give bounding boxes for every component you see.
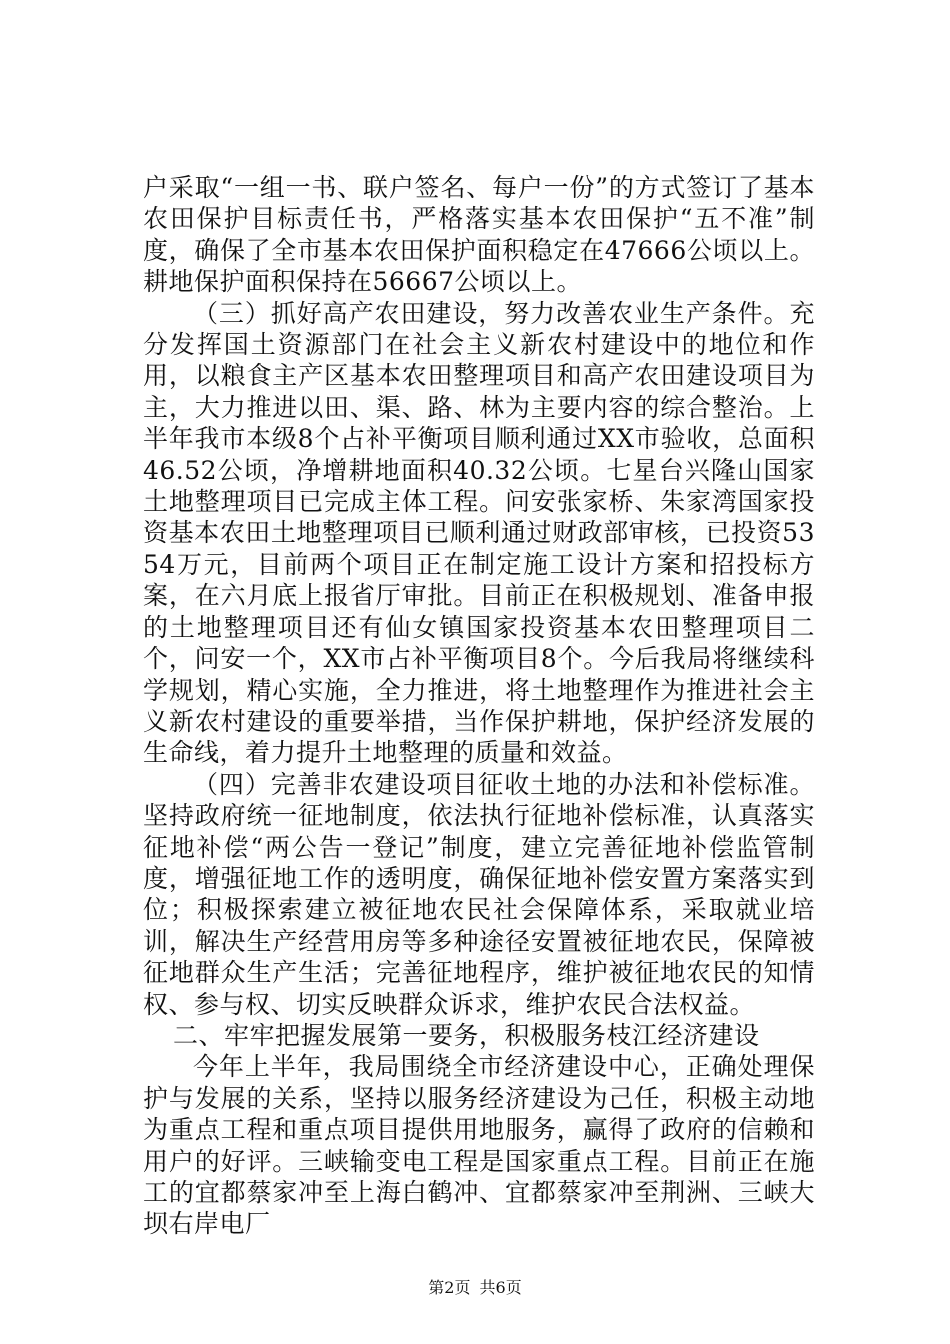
section-heading-2: 二、牢牢把握发展第一要务，积极服务枝江经济建设	[173, 1020, 760, 1050]
paragraph-economic-service: 今年上半年，我局围绕全市经济建设中心，正确处理保护与发展的关系，坚持以服务经济建设为己任，积极主动地为重点工程和重点项目提供用地服务，赢得了政府的信赖和用户的好评。三峡输变电工程是国家重点工程。目前正在施工的宜都蔡家冲至上海白鹤冲、宜都蔡家冲至荆洲、三峡大坝右岸电厂	[143, 1052, 815, 1239]
page-footer	[0, 1275, 950, 1298]
page-total: 共6页	[479, 1278, 522, 1297]
paragraph-section-4: （四）完善非农建设项目征收土地的办法和补偿标准。坚持政府统一征地制度，依法执行征地补偿标准，认真落实征地补偿“两公告一登记”制度，建立完善征地补偿监管制度，增强征地工作的透明度，确保征地补偿安置方案落实到位；积极探索建立被征地农民社会保障体系，采取就业培训，解决生产经营用房等多种途径安置被征地农民，保障被征地群众生产生活；完善征地程序，维护被征地农民的知情权、参与权、切实反映群众诉求，维护农民合法权益。	[143, 769, 815, 1019]
paragraph-section-3: （三）抓好高产农田建设，努力改善农业生产条件。充分发挥国土资源部门在社会主义新农村建设中的地位和作用，以粮食主产区基本农田整理项目和高产农田建设项目为主，大力推进以田、渠、路、林为主要内容的综合整治。上半年我市本级8个占补平衡项目顺利通过XX市验收，总面积46.52公顷，净增耕地面积40.32公顷。七星台兴隆山国家土地整理项目已完成主体工程。问安张家桥、朱家湾国家投资基本农田土地整理项目已顺利通过财政部审核，已投资5354万元，目前两个项目正在制定施工设计方案和招投标方案，在六月底上报省厅审批。目前正在积极规划、准备申报的土地整理项目还有仙女镇国家投资基本农田整理项目二个，问安一个，XX市占补平衡项目8个。今后我局将继续科学规划，精心实施，全力推进，将土地整理作为推进社会主义新农村建设的重要举措，当作保护耕地，保护经济发展的生命线，着力提升土地整理的质量和效益。	[143, 298, 815, 768]
page-number: 第2页	[428, 1278, 471, 1297]
paragraph-continuation: 户采取“一组一书、联户签名、每户一份”的方式签订了基本农田保护目标责任书，严格落实基本农田保护“五不准”制度，确保了全市基本农田保护面积稳定在47666公顷以上。耕地保护面积保持在56667公顷以上。	[143, 173, 815, 297]
document-body	[143, 172, 815, 1240]
